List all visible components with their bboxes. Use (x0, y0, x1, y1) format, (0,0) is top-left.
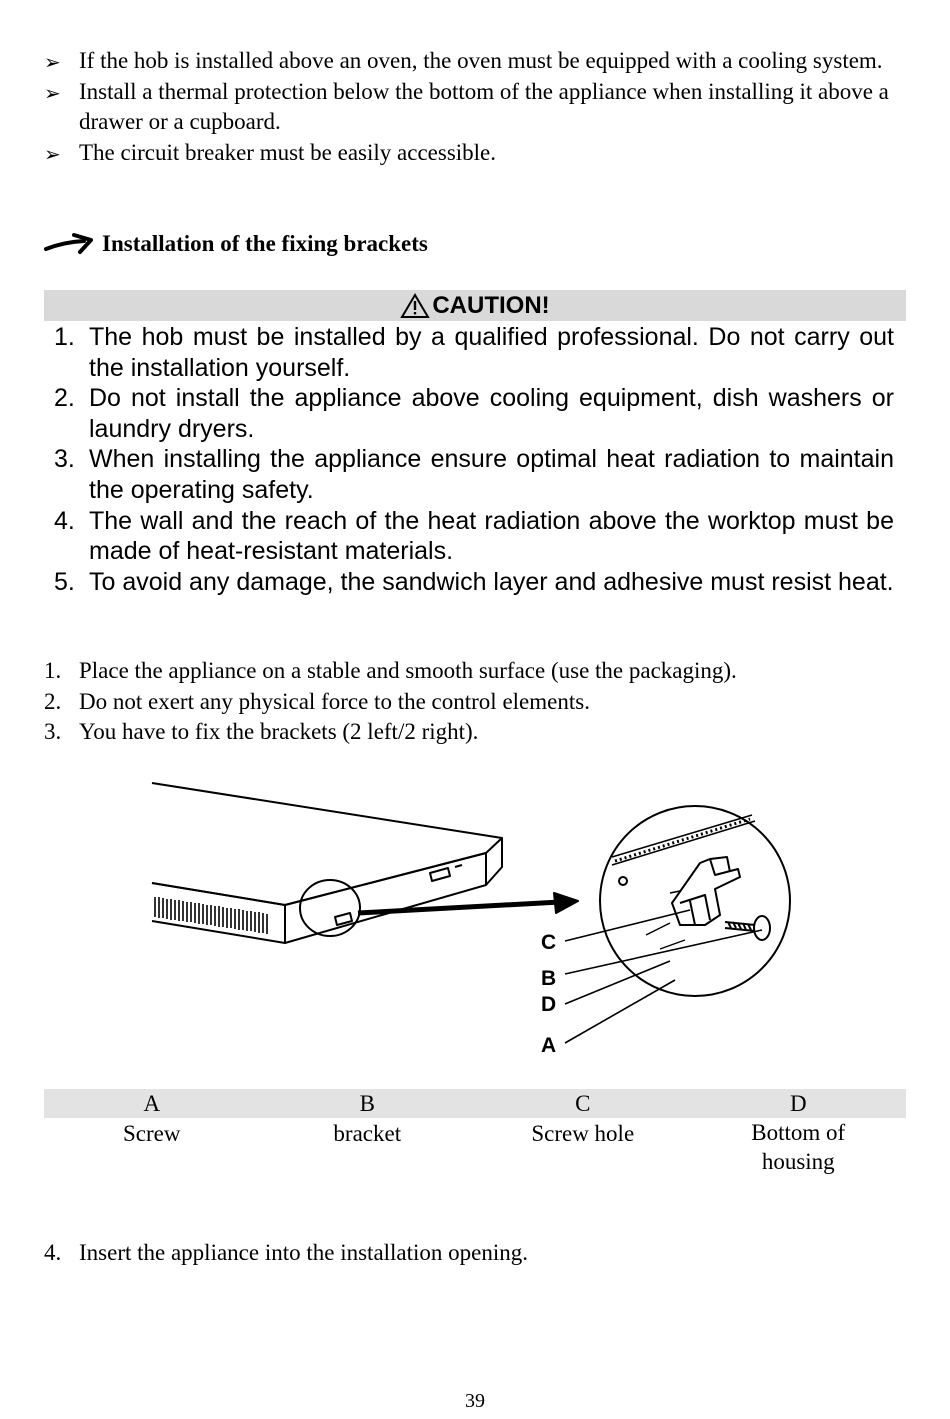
caution-item-number: 3. (54, 445, 75, 474)
step-item (44, 717, 910, 748)
caution-item (44, 506, 894, 567)
legend-description-row (44, 1118, 906, 1176)
caution-list (44, 322, 894, 597)
caution-item (44, 322, 894, 383)
legend-description: Bottom of housing (751, 1120, 846, 1174)
caution-item-text: Do not install the appliance above cooling equipment, dish washers or laundry dryers. (89, 384, 894, 443)
caution-item (44, 383, 894, 444)
caution-banner (44, 290, 906, 321)
bullet-item (44, 138, 910, 169)
step-number: 3. (44, 719, 62, 744)
bullet-text: The circuit breaker must be easily accessible. (79, 139, 497, 165)
caution-label: CAUTION! (432, 291, 550, 319)
bullet-text: Install a thermal protection below the bottom of the appliance when installing it above a drawer or a cupboard. (79, 78, 889, 134)
arrow-bullet-icon: ➢ (44, 141, 61, 166)
bullet-item (44, 46, 910, 77)
caution-item-number: 1. (54, 323, 75, 351)
callout-a-label: A (541, 1034, 557, 1057)
step-item (44, 656, 910, 687)
callout-d-label: D (541, 993, 557, 1016)
legend-letter: C (575, 1091, 591, 1116)
bracket-illustration (150, 775, 810, 1065)
legend-description: Screw hole (531, 1121, 635, 1146)
bullet-text: If the hob is installed above an oven, the oven must be equipped with a cooling system. (79, 48, 883, 73)
legend-description: bracket (333, 1121, 402, 1146)
caution-item-number: 4. (54, 506, 75, 535)
caution-item (44, 567, 894, 598)
caution-item-text: To avoid any damage, the sandwich layer and adhesive must resist heat. (89, 567, 894, 596)
step-number: 2. (44, 688, 62, 714)
callout-b-label: B (541, 967, 557, 990)
legend-letter: D (789, 1091, 807, 1116)
arrow-bullet-icon: ➢ (44, 80, 61, 105)
installation-steps (44, 656, 910, 748)
installation-steps-continued (44, 1238, 910, 1269)
callout-c-label: C (541, 931, 557, 954)
legend-header-row (44, 1089, 906, 1118)
step-number: 4. (44, 1240, 62, 1265)
caution-item (44, 444, 894, 505)
parts-legend-table (44, 1089, 906, 1176)
arrow-bullet-icon: ➢ (44, 50, 61, 74)
caution-item-number: 2. (54, 384, 75, 413)
pointing-arrow-icon (44, 232, 94, 256)
step-item (44, 687, 910, 718)
bullet-item (44, 77, 910, 138)
step-text: Do not exert any physical force to the control elements. (79, 688, 590, 714)
section-heading (44, 228, 428, 260)
hob-bracket-drawing (150, 775, 810, 1065)
step-text: Place the appliance on a stable and smooth surface (use the packaging). (79, 658, 737, 683)
section-title: Installation of the fixing brackets (102, 231, 428, 256)
legend-description: Screw (123, 1121, 181, 1146)
step-text: Insert the appliance into the installation opening. (79, 1240, 529, 1265)
legend-letter: A (143, 1091, 161, 1116)
warning-triangle-icon (400, 293, 430, 319)
page-number: 39 (465, 1390, 485, 1412)
bullet-list (44, 46, 910, 168)
step-item (44, 1238, 910, 1269)
caution-item-text: When installing the appliance ensure optimal heat radiation to maintain the operating safety. (89, 445, 894, 504)
caution-item-number: 5. (54, 567, 75, 596)
legend-letter: B (359, 1091, 375, 1116)
step-text: You have to fix the brackets (2 left/2 right). (79, 719, 479, 744)
caution-item-text: The hob must be installed by a qualified professional. Do not carry out the installation yourself. (89, 323, 894, 382)
caution-item-text: The wall and the reach of the heat radiation above the worktop must be made of heat-resistant materials. (89, 506, 894, 566)
step-number: 1. (44, 658, 62, 683)
